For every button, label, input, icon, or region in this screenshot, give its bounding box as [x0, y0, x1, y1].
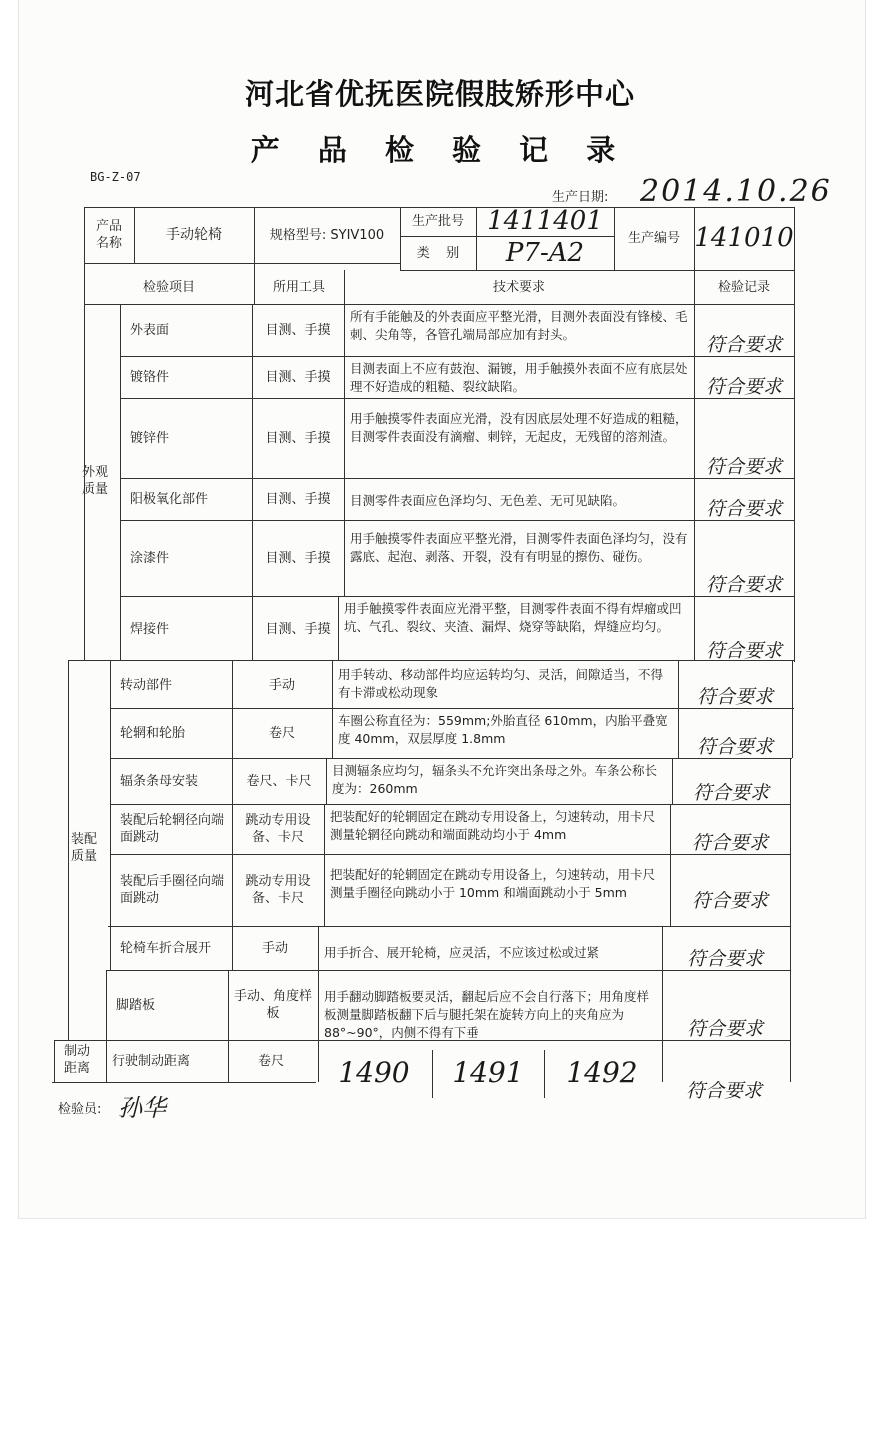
- row-tool: 目测、手摸: [265, 491, 331, 507]
- row-record: 符合要求: [696, 686, 773, 708]
- row-record: 符合要求: [696, 736, 773, 758]
- row-requirement: 目测表面上不应有鼓泡、漏镀，用手触摸外表面不应有底层处理不好造成的粗糙、裂纹缺陷。: [350, 361, 688, 394]
- row-tool: 卷尺: [268, 725, 295, 741]
- grid-line: [662, 926, 663, 1082]
- batch-label: 生产批号: [411, 214, 464, 229]
- category-value: P7-A2: [505, 237, 585, 268]
- row-record: 符合要求: [705, 498, 782, 520]
- braking-item: 行驶制动距离: [112, 1053, 191, 1069]
- grid-line: [120, 520, 794, 521]
- grid-line: [544, 1050, 545, 1098]
- braking-value-1: 1490: [338, 1055, 410, 1089]
- row-tool: 目测、手摸: [265, 550, 331, 566]
- row-item: 辐条条母安装: [120, 773, 199, 789]
- row-requirement: 把装配好的轮辋固定在跳动专用设备上，匀速转动，用卡尺测量轮辋径向跳动和端面跳动均小于 4mm: [330, 809, 656, 842]
- row-requirement: 目测零件表面应色泽均匀、无色差、无可见缺陷。: [350, 493, 626, 508]
- row-record: 符合要求: [691, 832, 768, 854]
- grid-line: [254, 207, 255, 304]
- grid-line: [344, 304, 345, 596]
- row-record: 符合要求: [686, 948, 763, 970]
- row-record: 符合要求: [686, 1018, 763, 1040]
- row-item: 镀锌件: [130, 430, 170, 446]
- row-tool: 卷尺、卡尺: [246, 773, 312, 789]
- grid-line: [106, 970, 107, 1082]
- braking-value-2: 1491: [452, 1055, 524, 1089]
- grid-line: [790, 758, 791, 1082]
- production-date-value: 2014.10.26: [640, 174, 832, 209]
- row-item: 装配后手圈径向端面跳动: [120, 874, 225, 906]
- braking-value-3: 1492: [566, 1055, 638, 1089]
- grid-line: [400, 236, 614, 237]
- grid-line: [120, 304, 121, 660]
- col-header-item: 检验项目: [142, 279, 195, 295]
- row-record: 符合要求: [705, 456, 782, 478]
- grid-line: [678, 660, 679, 758]
- grid-line: [54, 1040, 790, 1041]
- grid-line: [694, 304, 695, 660]
- grid-line: [232, 660, 233, 970]
- grid-line: [68, 660, 69, 1040]
- org-title: 河北省优抚医院假肢矫形中心: [244, 77, 635, 111]
- row-item: 装配后轮辋径向端面跳动: [120, 813, 225, 845]
- row-item: 轮椅车折合展开: [120, 940, 212, 956]
- grid-line: [120, 596, 794, 597]
- row-tool: 目测、手摸: [265, 430, 331, 446]
- braking-record: 符合要求: [685, 1080, 762, 1102]
- row-item: 外表面: [130, 322, 170, 338]
- grid-line: [792, 660, 793, 758]
- grid-line: [672, 758, 673, 804]
- grid-line: [134, 207, 135, 263]
- grid-line: [110, 708, 794, 709]
- serial-label: 生产编号: [627, 231, 680, 246]
- row-requirement: 目测辐条应均匀，辐条头不允许突出条母之外。车条公称长度为：260mm: [332, 763, 658, 796]
- row-requirement: 把装配好的轮辋固定在跳动专用设备上，匀速转动，用卡尺测量手圈径向跳动小于 10mm 和端面跳动小于 5mm: [330, 867, 656, 900]
- grid-line: [110, 660, 111, 970]
- grid-line: [476, 207, 477, 270]
- grid-line: [432, 1050, 433, 1098]
- grid-line: [110, 758, 792, 759]
- row-requirement: 用手触摸零件表面应光滑，没有因底层处理不好造成的粗糙，目测零件表面没有滴瘤、刺锌，无起皮，无残留的溶剂渣。: [350, 411, 688, 444]
- row-item: 轮辋和轮胎: [120, 725, 186, 741]
- grid-line: [400, 207, 401, 270]
- grid-line: [110, 854, 790, 855]
- grid-line: [326, 758, 327, 804]
- category-label: 类 别: [416, 245, 460, 261]
- production-date-label: 生产日期:: [552, 190, 609, 205]
- row-record: 符合要求: [691, 890, 768, 912]
- grid-line: [344, 270, 345, 304]
- inspector-label: 检验员:: [58, 1102, 102, 1117]
- braking-tool: 卷尺: [257, 1053, 284, 1069]
- row-record: 符合要求: [705, 334, 782, 356]
- form-title: 产 品 检 验 记 录: [250, 133, 630, 167]
- row-requirement: 用手触摸零件表面应光滑平整，目测零件表面不得有焊瘤或凹坑、气孔、裂纹、夹渣、漏焊、烧穿等缺陷，焊缝应均匀。: [344, 601, 682, 634]
- row-tool: 目测、手摸: [265, 322, 331, 338]
- row-item: 镀铬件: [130, 369, 170, 385]
- row-record: 符合要求: [705, 376, 782, 398]
- row-tool: 手动、角度样板: [234, 989, 313, 1021]
- grid-line: [54, 1040, 55, 1082]
- serial-value: 141010: [694, 223, 794, 253]
- group-assembly-quality: 装配 质量: [70, 832, 97, 864]
- grid-line: [68, 660, 794, 661]
- row-requirement: 用手折合、展开轮椅，应灵活，不应该过松或过紧: [324, 945, 600, 960]
- row-requirement: 所有手能触及的外表面应平整光滑，目测外表面没有锋棱、毛刺、尖角等，各管孔端局部应加有封头。: [350, 309, 688, 342]
- product-name-label: 产品 名称: [95, 219, 122, 251]
- grid-line: [84, 207, 85, 660]
- grid-line: [670, 804, 671, 926]
- grid-line: [228, 970, 229, 1082]
- grid-line: [400, 270, 794, 271]
- grid-line: [338, 596, 339, 660]
- grid-line: [108, 926, 790, 927]
- row-requirement: 用手翻动脚踏板要灵活，翻起后应不会自行落下；用角度样板测量脚踏板翻下后与腿托架在旋转方向上的夹角应为 88°~90°，内侧不得有下垂: [324, 989, 650, 1040]
- row-record: 符合要求: [705, 574, 782, 596]
- grid-line: [324, 804, 325, 926]
- col-header-tool: 所用工具: [272, 279, 325, 295]
- row-tool: 跳动专用设备、卡尺: [245, 813, 311, 845]
- grid-line: [252, 304, 253, 660]
- product-name: 手动轮椅: [166, 226, 222, 243]
- grid-line: [332, 660, 333, 758]
- row-tool: 手动: [261, 940, 288, 956]
- grid-line: [694, 207, 695, 304]
- row-record: 符合要求: [705, 640, 782, 662]
- row-tool: 跳动专用设备、卡尺: [245, 874, 311, 906]
- group-braking-distance: 制动 距离: [63, 1044, 90, 1076]
- grid-line: [120, 398, 794, 399]
- grid-line: [84, 304, 794, 305]
- row-item: 焊接件: [130, 621, 170, 637]
- row-item: 转动部件: [120, 677, 173, 693]
- col-header-record: 检验记录: [717, 279, 770, 295]
- batch-value: 1411401: [487, 207, 603, 236]
- row-requirement: 车圈公称直径为：559mm;外胎直径 610mm，内胎平叠宽度 40mm，双层厚度 1.8mm: [338, 713, 668, 746]
- row-tool: 目测、手摸: [265, 621, 331, 637]
- grid-line: [318, 926, 319, 1082]
- group-appearance-quality: 外观 质量: [81, 465, 108, 497]
- row-requirement: 用手触摸零件表面应平整光滑，目测零件表面色泽均匀，没有露底、起泡、剥落、开裂，没有有明显的擦伤、碰伤。: [350, 531, 688, 564]
- row-item: 涂漆件: [130, 550, 170, 566]
- model-label: 规格型号: SYIV100: [269, 227, 385, 243]
- row-requirement: 用手转动、移动部件均应运转均匀、灵活，间隙适当，不得有卡滞或松动现象: [338, 667, 664, 700]
- grid-line: [106, 970, 790, 971]
- grid-line: [614, 207, 615, 270]
- doc-code: BG-Z-07: [90, 170, 141, 184]
- grid-line: [794, 207, 795, 662]
- row-tool: 目测、手摸: [265, 369, 331, 385]
- grid-line: [400, 207, 794, 208]
- inspector-signature: 孙华: [118, 1094, 166, 1122]
- grid-line: [120, 478, 794, 479]
- grid-line: [110, 804, 790, 805]
- row-item: 脚踏板: [116, 997, 156, 1013]
- row-tool: 手动: [268, 677, 295, 693]
- grid-line: [52, 1082, 316, 1083]
- grid-line: [84, 263, 400, 264]
- row-item: 阳极氧化部件: [130, 491, 209, 507]
- grid-line: [120, 356, 794, 357]
- grid-line: [84, 207, 410, 208]
- row-record: 符合要求: [692, 782, 769, 804]
- col-header-requirement: 技术要求: [492, 279, 545, 295]
